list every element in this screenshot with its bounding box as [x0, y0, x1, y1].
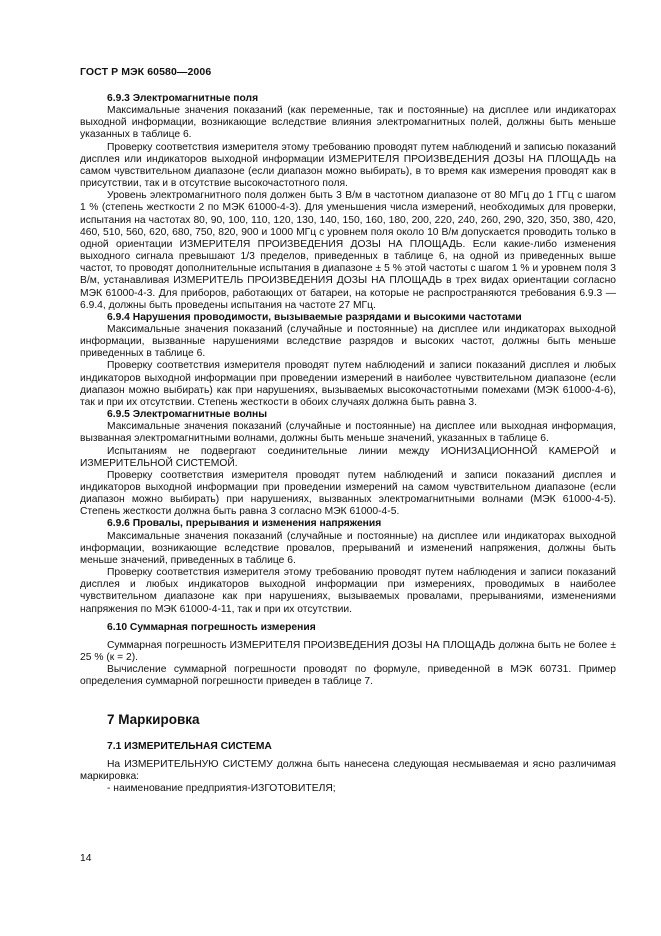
section-heading-7-1: 7.1 ИЗМЕРИТЕЛЬНАЯ СИСТЕМА [107, 740, 272, 752]
paragraph: Проверку соответствия измерителя проводят путем наблюдений и записи показаний дисплея и индикаторов выходной информации при проведении измерений на самом чувствительном диапазоне (если диапазон можно выбирать) при нарушениях, вызванных электромагнитными волнами (МЭК 61000-4-5). Степень жесткости должна быть равна 3 согласно МЭК 61000-4-5. [80, 469, 616, 518]
paragraph: Испытаниям не подвергают соединительные линии между ИОНИЗАЦИОННОЙ КАМЕРОЙ и ИЗМЕРИТЕЛЬНОЙ СИСТЕМОЙ. [80, 445, 616, 469]
list-item: - наименование предприятия-ИЗГОТОВИТЕЛЯ; [107, 782, 336, 794]
paragraph: Проверку соответствия измерителя этому требованию проводят путем наблюдения и записи показаний дисплея и любых индикаторов выходной информации при измерениях, проводимых в наиболее чувствительном диапазоне как при нарушениях, вызываемых провалами, прерываниями, изменениями напряжения по МЭК 61000-4-11, так и при их отсутствии. [80, 567, 616, 615]
section-heading-6-9-3: 6.9.3 Электромагнитные поля [107, 93, 259, 104]
paragraph: На ИЗМЕРИТЕЛЬНУЮ СИСТЕМУ должна быть нанесена следующая несмываемая и ясно различимая маркировка: [80, 758, 616, 782]
paragraph: Максимальные значения показаний (случайные и постоянные) на дисплее или выходная информация, вызванная электромагнитными волнами, должны быть меньше значений, указанных в таблице 6. [80, 421, 616, 445]
page-number: 14 [80, 853, 92, 864]
paragraph: Проверку соответствия измерителя этому требованию проводят путем наблюдений и записью показаний дисплея или индикаторов выходной информации ИЗМЕРИТЕЛЯ ПРОИЗВЕДЕНИЯ ДОЗЫ НА ПЛОЩАДЬ на самом чувствительном диапазоне (если диапазон можно выбирать), в то время как измерения проводят как в присутствии, так и в отсутствие высокочастотного поля. [80, 141, 616, 190]
section-heading-7: 7 Маркировка [107, 711, 200, 727]
document-header: ГОСТ Р МЭК 60580—2006 [80, 66, 212, 78]
paragraph: Суммарная погрешность ИЗМЕРИТЕЛЯ ПРОИЗВЕДЕНИЯ ДОЗЫ НА ПЛОЩАДЬ должна быть не более ± 25 % (к = 2). [80, 639, 616, 664]
paragraph: Уровень электромагнитного поля должен быть 3 В/м в частотном диапазоне от 80 МГц до 1 ГГц с шагом 1 % (степень жесткости 2 по МЭК 61000-4-3). Для уменьшения числа измерений, необходимых для проверки, испытания на частотах 80, 90, 100, 110, 120, 130, 140, 150, 160, 180, 200, 220, 240, 260, 290, 320, 350, 380, 420, 460, 510, 560, 620, 680, 750, 820, 900 и 1000 МГц с уровнем поля около 10 В/м допускается проводить только в одной ориентации ИЗМЕРИТЕЛЯ ПРОИЗВЕДЕНИЯ ДОЗЫ НА ПЛОЩАДЬ. Если какие-либо изменения выходного сигнала превышают 1/3 пределов, приведенных в таблице 6, на одной из приведенных выше частот, то проводят дополнительные испытания в диапазоне ± 5 % этой частоты с шагом 1 % и уровнем поля 3 В/м, устанавливая ИЗМЕРИТЕЛЬ ПРОИЗВЕДЕНИЯ ДОЗЫ НА ПЛОЩАДЬ в трех видах ориентации согласно МЭК 61000-4-3. Для приборов, работающих от батареи, на которые не распространяются требования 6.9.3 — 6.9.4, должны быть проведены испытания на частоте 27 МГц. [80, 190, 616, 311]
section-heading-6-9-4: 6.9.4 Нарушения проводимости, вызываемые разрядами и высокими частотами [107, 311, 522, 323]
section-heading-6-10: 6.10 Суммарная погрешность измерения [107, 621, 316, 633]
section-heading-6-9-6: 6.9.6 Провалы, прерывания и изменения напряжения [107, 518, 382, 530]
document-body [80, 93, 616, 795]
section-heading-6-9-5: 6.9.5 Электромагнитные волны [107, 409, 268, 421]
paragraph: Вычисление суммарной погрешности проводят по формуле, приведенной в МЭК 60731. Пример определения суммарной погрешности приведен в таблице 7. [80, 664, 616, 688]
paragraph: Проверку соответствия измерителя проводят путем наблюдений и записи показаний дисплея и любых индикаторов выходной информации при проведении измерений в наиболее чувствительном диапазоне (если диапазон можно выбирать) как при нарушениях, вызываемых высокочастотными помехами (МЭК 61000-4-6), так и при их отсутствии. Степень жесткости в обоих случаях должна быть равна 3. [80, 360, 616, 408]
paragraph: Максимальные значения показаний (как переменные, так и постоянные) на дисплее или индикаторах выходной информации, возникающие вследствие влияния электромагнитных полей, должны быть меньше указанных в таблице 6. [80, 105, 616, 141]
paragraph: Максимальные значения показаний (случайные и постоянные) на дисплее или индикаторах выходной информации, вызванные нарушениями вследствие разрядов и высоких частот, должны быть меньше приведенных в таблице 6. [80, 323, 616, 360]
paragraph: Максимальные значения показаний (случайные и постоянные) на дисплее или индикаторах выходной информации, возникающие вследствие провалов, прерываний и изменений напряжения, должны быть меньше значений, приведенных в таблице 6. [80, 530, 616, 566]
